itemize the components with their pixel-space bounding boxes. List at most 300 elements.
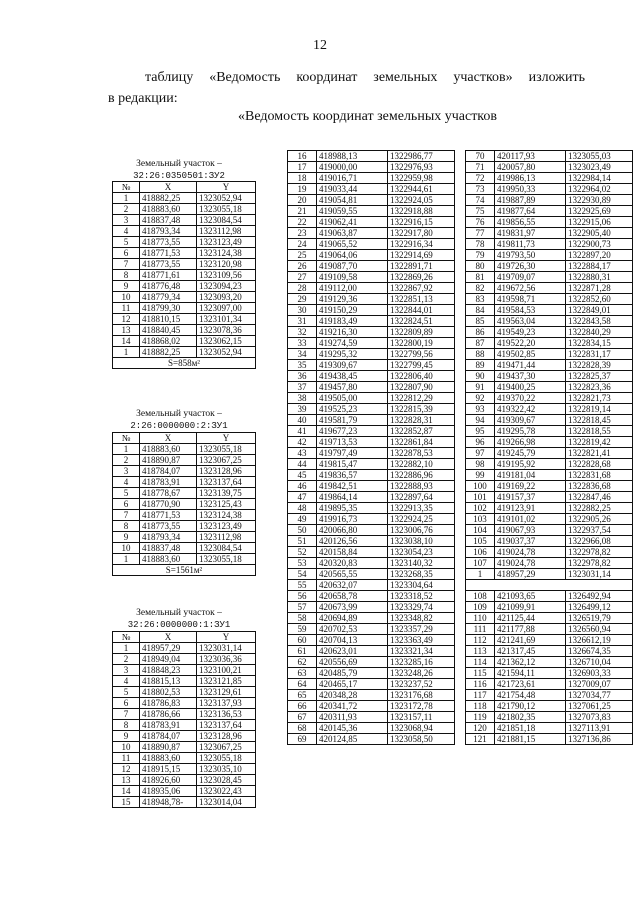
y-coordinate: 1322978,82 [566,558,633,569]
intro-word: таблицу [145,70,194,85]
table-row [466,459,633,470]
header-row [113,182,256,193]
spacer-row [466,580,633,591]
x-coordinate: 418793,34 [140,226,197,237]
x-coordinate: 421317,45 [495,646,566,657]
x-coordinate: 419836,57 [317,470,388,481]
point-number: 115 [466,668,495,679]
y-coordinate: 1323055,03 [566,151,633,162]
y-coordinate: 1323062,15 [197,336,256,347]
table-row [113,510,256,521]
table-row [113,303,256,314]
y-coordinate: 1323137,64 [197,720,256,731]
x-coordinate: 419677,23 [317,426,388,437]
page-number: 12 [313,38,327,53]
table-row [288,151,455,162]
point-number: 61 [288,646,317,657]
x-coordinate: 420117,93 [495,151,566,162]
y-coordinate: 1327034,77 [566,690,633,701]
table-row [288,349,455,360]
table-row [466,690,633,701]
y-coordinate: 1323321,34 [388,646,455,657]
y-coordinate: 1322834,15 [566,338,633,349]
x-coordinate: 419864,14 [317,492,388,503]
point-number: 59 [288,624,317,635]
point-number: 16 [288,151,317,162]
y-coordinate: 1323157,11 [388,712,455,723]
table-row [466,382,633,393]
table-row [288,173,455,184]
point-number: 105 [466,536,495,547]
table-row [288,690,455,701]
y-coordinate: 1323031,14 [566,569,633,580]
x-coordinate: 419726,30 [495,261,566,272]
table-row [113,204,256,215]
x-coordinate: 421125,44 [495,613,566,624]
point-number: 4 [113,477,140,488]
point-number: 102 [466,503,495,514]
table-row [466,371,633,382]
point-number: 75 [466,206,495,217]
table-row [466,481,633,492]
point-number: 9 [113,281,140,292]
x-coordinate: 418837,48 [140,215,197,226]
column-header: № [113,433,140,444]
y-coordinate: 1327061,25 [566,701,633,712]
table-row [288,723,455,734]
point-number: 119 [466,712,495,723]
point-number: 52 [288,547,317,558]
area-row [113,358,256,369]
y-coordinate: 1323112,98 [197,226,256,237]
x-coordinate: 419438,45 [317,371,388,382]
point-number: 56 [288,591,317,602]
x-coordinate: 419584,53 [495,305,566,316]
table-row [113,698,256,709]
point-number: 87 [466,338,495,349]
point-number: 94 [466,415,495,426]
x-coordinate: 420632,07 [317,580,388,591]
y-coordinate: 1322937,54 [566,525,633,536]
y-coordinate: 1322925,69 [566,206,633,217]
y-coordinate: 1322886,96 [388,470,455,481]
y-coordinate: 1323125,43 [197,499,256,510]
y-coordinate: 1323248,26 [388,668,455,679]
table-row [288,547,455,558]
table-row [288,195,455,206]
table-row [466,228,633,239]
y-coordinate: 1323136,53 [197,709,256,720]
y-coordinate: 1323237,52 [388,679,455,690]
table-row [288,459,455,470]
x-coordinate: 419059,55 [317,206,388,217]
y-coordinate: 1322905,40 [566,228,633,239]
point-number: 5 [113,488,140,499]
x-coordinate: 418810,15 [140,314,197,325]
empty-cell [466,580,633,591]
x-coordinate: 419295,32 [317,349,388,360]
point-number: 81 [466,272,495,283]
point-number: 23 [288,228,317,239]
x-coordinate: 418949,04 [140,654,197,665]
y-coordinate: 1326710,04 [566,657,633,668]
table-row [288,393,455,404]
point-number: 108 [466,591,495,602]
x-coordinate: 418957,29 [495,569,566,580]
y-coordinate: 1322880,31 [566,272,633,283]
x-coordinate: 419916,73 [317,514,388,525]
x-coordinate: 420348,28 [317,690,388,701]
y-coordinate: 1323038,10 [388,536,455,547]
point-number: 51 [288,536,317,547]
plot-table [112,432,256,576]
table-row [288,481,455,492]
x-coordinate: 419877,64 [495,206,566,217]
x-coordinate: 419062,41 [317,217,388,228]
y-coordinate: 1323084,54 [197,215,256,226]
y-coordinate: 1323112,98 [197,532,256,543]
point-number: 2 [113,654,140,665]
point-number: 4 [113,676,140,687]
point-number: 4 [113,226,140,237]
y-coordinate: 1323067,25 [197,455,256,466]
x-coordinate: 418840,45 [140,325,197,336]
y-coordinate: 1323058,50 [388,734,455,745]
y-coordinate: 1323028,45 [197,775,256,786]
x-coordinate: 419157,37 [495,492,566,503]
y-coordinate: 1322882,10 [388,459,455,470]
point-number: 89 [466,360,495,371]
table-row [466,712,633,723]
point-number: 116 [466,679,495,690]
table-row [113,786,256,797]
table-row [466,701,633,712]
x-coordinate: 420658,78 [317,591,388,602]
point-number: 2 [113,455,140,466]
x-coordinate: 420066,80 [317,525,388,536]
point-number: 1 [113,347,140,358]
point-number: 32 [288,327,317,338]
point-number: 101 [466,492,495,503]
table-row [466,173,633,184]
y-coordinate: 1323055,18 [197,753,256,764]
table-row [466,602,633,613]
table-row [288,646,455,657]
x-coordinate: 419245,79 [495,448,566,459]
table-row [466,217,633,228]
point-number: 8 [113,720,140,731]
table-row [288,250,455,261]
y-coordinate: 1322800,19 [388,338,455,349]
point-number: 31 [288,316,317,327]
y-coordinate: 1322888,93 [388,481,455,492]
table-row [288,668,455,679]
y-coordinate: 1322978,82 [566,547,633,558]
y-coordinate: 1322807,90 [388,382,455,393]
x-coordinate: 418988,13 [317,151,388,162]
table-row [466,239,633,250]
y-coordinate: 1322897,20 [566,250,633,261]
table-row [466,338,633,349]
y-coordinate: 1322821,73 [566,393,633,404]
y-coordinate: 1323055,18 [197,554,256,565]
y-coordinate: 1322867,92 [388,283,455,294]
point-number: 79 [466,250,495,261]
y-coordinate: 1322844,01 [388,305,455,316]
x-coordinate: 419024,78 [495,558,566,569]
table-row [113,347,256,358]
table-row [113,292,256,303]
y-coordinate: 1323093,20 [197,292,256,303]
point-number: 8 [113,270,140,281]
table-row [288,239,455,250]
table-row [113,477,256,488]
y-coordinate: 1323176,68 [388,690,455,701]
x-coordinate: 418786,83 [140,698,197,709]
plot-table [112,181,256,369]
table-row [466,294,633,305]
table-row [466,415,633,426]
y-coordinate: 1322818,45 [566,415,633,426]
y-coordinate: 1322913,35 [388,503,455,514]
point-number: 13 [113,325,140,336]
x-coordinate: 419065,52 [317,239,388,250]
y-coordinate: 1322916,15 [388,217,455,228]
x-coordinate: 418773,55 [140,521,197,532]
table-row [288,635,455,646]
y-coordinate: 1322918,88 [388,206,455,217]
x-coordinate: 418883,60 [140,753,197,764]
y-coordinate: 1322840,29 [566,327,633,338]
coordinates-table-middle [287,150,455,745]
point-number: 60 [288,635,317,646]
point-number: 120 [466,723,495,734]
y-coordinate: 1322966,08 [566,536,633,547]
y-coordinate: 1322905,26 [566,514,633,525]
column-header: X [140,182,197,193]
y-coordinate: 1323031,14 [197,643,256,654]
point-number: 104 [466,525,495,536]
y-coordinate: 1323128,96 [197,731,256,742]
y-coordinate: 1322882,25 [566,503,633,514]
point-number: 44 [288,459,317,470]
table-row [466,492,633,503]
point-number: 86 [466,327,495,338]
point-number: 64 [288,679,317,690]
table-row [288,701,455,712]
point-number: 71 [466,162,495,173]
x-coordinate: 419322,42 [495,404,566,415]
table-row [466,404,633,415]
point-number: 36 [288,371,317,382]
table-row [288,514,455,525]
y-coordinate: 1326674,35 [566,646,633,657]
point-number: 69 [288,734,317,745]
y-coordinate: 1323140,32 [388,558,455,569]
x-coordinate: 420694,89 [317,613,388,624]
y-coordinate: 1322836,68 [566,481,633,492]
point-number: 15 [113,797,140,808]
x-coordinate: 418868,02 [140,336,197,347]
table-row [288,272,455,283]
point-number: 1 [113,554,140,565]
plot-title: Земельный участок – [136,159,222,169]
table-row [466,536,633,547]
x-coordinate: 420124,85 [317,734,388,745]
x-coordinate: 419000,00 [317,162,388,173]
point-number: 7 [113,510,140,521]
point-number: 77 [466,228,495,239]
y-coordinate: 1322809,89 [388,327,455,338]
y-coordinate: 1323268,35 [388,569,455,580]
point-number: 8 [113,521,140,532]
x-coordinate: 418883,60 [140,554,197,565]
x-coordinate: 419887,89 [495,195,566,206]
point-number: 85 [466,316,495,327]
intro-word: земельных [373,70,438,85]
y-coordinate: 1323139,75 [197,488,256,499]
table-row [288,437,455,448]
point-number: 1 [113,444,140,455]
table-row [288,712,455,723]
table-row [113,543,256,554]
column-header: № [113,632,140,643]
point-number: 1 [113,193,140,204]
table-row [288,261,455,272]
x-coordinate: 420465,17 [317,679,388,690]
x-coordinate: 419054,81 [317,195,388,206]
table-row [466,734,633,745]
point-number: 41 [288,426,317,437]
table-row [113,654,256,665]
point-number: 10 [113,543,140,554]
plot-caption [108,158,250,182]
table-row [466,184,633,195]
table-row [288,536,455,547]
intro-line-2: в редакции: [108,91,178,106]
y-coordinate: 1323078,36 [197,325,256,336]
point-number: 91 [466,382,495,393]
x-coordinate: 418784,07 [140,466,197,477]
point-number: 84 [466,305,495,316]
table-row [288,382,455,393]
table-row [466,558,633,569]
y-coordinate: 1323329,74 [388,602,455,613]
table-row [466,591,633,602]
table-row [466,657,633,668]
y-coordinate: 1323054,23 [388,547,455,558]
point-number: 48 [288,503,317,514]
point-number: 93 [466,404,495,415]
table-row [466,360,633,371]
point-number: 62 [288,657,317,668]
point-number: 112 [466,635,495,646]
x-coordinate: 419123,91 [495,503,566,514]
y-coordinate: 1323348,82 [388,613,455,624]
point-number: 109 [466,602,495,613]
point-number: 63 [288,668,317,679]
x-coordinate: 421723,61 [495,679,566,690]
table-row [466,470,633,481]
y-coordinate: 1323097,00 [197,303,256,314]
table-row [466,272,633,283]
table-row [288,569,455,580]
point-number: 92 [466,393,495,404]
point-number: 49 [288,514,317,525]
x-coordinate: 419672,56 [495,283,566,294]
point-number: 117 [466,690,495,701]
column-header: № [113,182,140,193]
column-header: X [140,433,197,444]
y-coordinate: 1323035,10 [197,764,256,775]
x-coordinate: 418890,87 [140,742,197,753]
x-coordinate: 419067,93 [495,525,566,536]
point-number: 65 [288,690,317,701]
y-coordinate: 1322944,61 [388,184,455,195]
table-row [288,492,455,503]
table-row [466,393,633,404]
x-coordinate: 420702,53 [317,624,388,635]
y-coordinate: 1323084,54 [197,543,256,554]
y-coordinate: 1323100,21 [197,665,256,676]
point-number: 24 [288,239,317,250]
y-coordinate: 1323363,49 [388,635,455,646]
point-number: 53 [288,558,317,569]
table-row [288,591,455,602]
y-coordinate: 1322986,77 [388,151,455,162]
point-number: 21 [288,206,317,217]
x-coordinate: 418837,48 [140,543,197,554]
x-coordinate: 421177,88 [495,624,566,635]
y-coordinate: 1326560,94 [566,624,633,635]
table-row [113,665,256,676]
x-coordinate: 419266,98 [495,437,566,448]
x-coordinate: 418815,13 [140,676,197,687]
table-row [288,305,455,316]
y-coordinate: 1323109,56 [197,270,256,281]
y-coordinate: 1322891,71 [388,261,455,272]
y-coordinate: 1322930,89 [566,195,633,206]
point-number: 11 [113,303,140,314]
table-row [113,237,256,248]
point-number: 83 [466,294,495,305]
x-coordinate: 421802,35 [495,712,566,723]
table-row [466,624,633,635]
y-coordinate: 1323023,49 [566,162,633,173]
point-number: 1 [113,643,140,654]
table-row [288,415,455,426]
y-coordinate: 1323137,64 [197,477,256,488]
table-row [466,723,633,734]
y-coordinate: 1322799,56 [388,349,455,360]
point-number: 88 [466,349,495,360]
y-coordinate: 1323124,38 [197,248,256,259]
x-coordinate: 419895,35 [317,503,388,514]
table-row [466,668,633,679]
table-row [466,448,633,459]
y-coordinate: 1322861,84 [388,437,455,448]
table-row [288,734,455,745]
table-row [466,503,633,514]
y-coordinate: 1323067,25 [197,742,256,753]
x-coordinate: 419183,49 [317,316,388,327]
y-coordinate: 1322869,26 [388,272,455,283]
x-coordinate: 419033,44 [317,184,388,195]
plot-title: Земельный участок – [136,409,222,419]
x-coordinate: 419457,80 [317,382,388,393]
y-coordinate: 1322849,01 [566,305,633,316]
table-row [466,437,633,448]
